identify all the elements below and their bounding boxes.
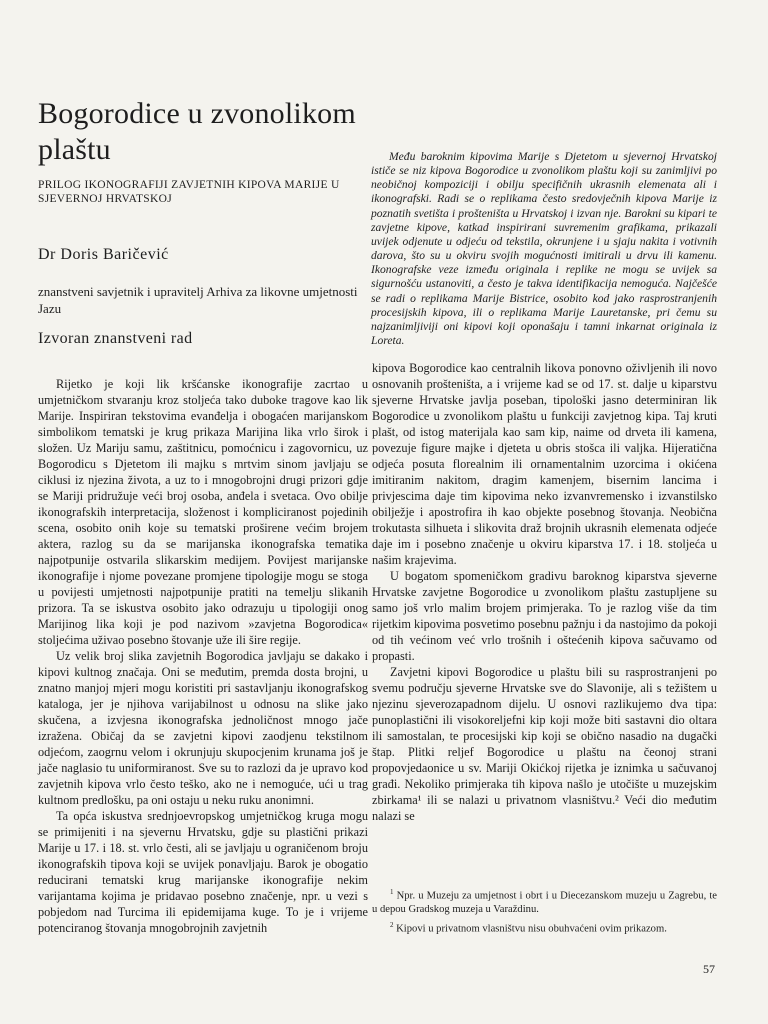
body-paragraph: Ta opća iskustva srednjoevropskog umjetničkog kruga mogu se primijeniti i na sjevernu Hrvatsku, gdje su plastični prikazi Marije u 17. i 18. st. vrlo česti, ali se javljaju u ograničenom broju ikonografskih tipova koji se uvijek ponavljaju. Barok je obogatio reducirani tematski krug marijanske ikonografije nekim varijantama kojima je pridavao posebno značenje, npr. u vezi s pobjedom nad Turcima ili epidemijama kuge. To je i vrijeme potenciranog štovanja mnogobrojnih zavjetnih — [38, 809, 368, 935]
footnote-mark: 1 — [390, 888, 394, 896]
abstract: Među baroknim kipovima Marije s Djetetom u sjevernoj Hrvatskoj ističe se niz kipova Bogorodice u zvonolikom plaštu koji su zanimljivi po neobičnoj kompoziciji i obilju specifičnih ukrasnih elemenata ali i ikonografski. Radi se o replikama često sredovječnih kipova Marije iz poznatih svetišta i prošteništa u Hrvatskoj i izvan nje. Barokni su kipari te zavjetne kipove, katkad inspirirani suvremenim grafikama, prikazali uvijek odjenute u odjeću od tekstila, okrunjene i u sjaju nakita i votivnih darova, što su u okviru svojih mogućnosti imitirali u drvu ili kamenu. Ikonografske veze između originala i replike ne mogu se uvijek sa sigurnošću ustanoviti, a često je takva identifikacija nemoguća. Najčešće se radi o replikama Marije Bistrice, osobito kod jako rasprostranjenih procesijskih kipova, ili o replikama Marije Lauretanske, pri čemu su najzanimljiviji oni kipovi koji oponašaju i tamni inkarnat originala iz Loreta. — [371, 150, 717, 348]
body-paragraph: Zavjetni kipovi Bogorodice u plaštu bili su rasprostranjeni po svemu području sjeverne Hrvatske sve do Slavonije, ali s težištem u njezinu sjeverozapadnom dijelu. U osnovi razlikujemo dva tipa: punoplastični ili visokoreljefni kip koji može biti sastavni dio oltara ili samostalan, te procesijski kip koji se obično nasadio na dugački štap. Plitki reljef Bogorodice u plaštu na čeonoj strani propovjedaonice u sv. Mariji Okićkoj rijetka je iznimka u sačuvanoj građi. Nekoliko primjeraka tih kipova našlo je utočište u muzejskim zbirkama¹ ili se nalazi u privatnom vlasništvu.² Veći dio međutim nalazi se — [372, 665, 717, 823]
footnotes — [372, 886, 717, 938]
article-subtitle: PRILOG IKONOGRAFIJI ZAVJETNIH KIPOVA MARIJE U SJEVERNOJ HRVATSKOJ — [38, 179, 340, 205]
body-column-left — [38, 376, 368, 936]
footnote-text: Npr. u Muzeju za umjetnost i obrt i u Diecezanskom muzeju u Zagrebu, te u depou Gradskog muzeja u Varaždinu. — [372, 890, 717, 916]
author-affiliation: znanstveni savjetnik i upravitelj Arhiva za likovne umjetnosti Jazu — [38, 284, 358, 316]
body-paragraph: Uz velik broj slika zavjetnih Bogorodica javljaju se dakako i kipovi kultnog značaja. Oni se međutim, premda dosta brojni, u znatno manjoj mjeri mogu koristiti pri sastavljanju ikonografskog kataloga, jer je njihova varijabilnost u odnosu na slike jako skučena, a izvjesna ikonografska jednoličnost mnogo jače izražena. Običaj da se zavjetni kipovi zaodjenu tekstilnom odjećom, zaogrnu velom i okrunjuju skupocjenim krunama još je jače naglasio tu uniformiranost. Sve su to razlozi da je upravo kod zavjetnih kipova vrlo često teško, ako ne i nemoguće, ući u trag kultnom predlošku, pa oni ostaju u neku ruku anonimni. — [38, 649, 368, 807]
footnote-mark: 2 — [390, 920, 394, 929]
footnote — [372, 919, 717, 936]
body-paragraph: kipova Bogorodice kao centralnih likova ponovno oživljenih ili novo osnovanih prošteništa, a i vrijeme kad se od 17. st. dalje u kiparstvu sjeverne Hrvatske javlja poseban, tipološki jasno determiniran lik Bogorodice u zvonolikom plaštu u funkciji zavjetnog kipa. Taj kruti plašt, od istog materijala kao sam kip, naime od drveta ili kamena, povezuje figure majke i djeteta u obris stošca ili valjka. Hijeratična odjeća posuta florealnim ili ornamentalnim uzorcima i okićena imitiranim nakitom, dragim kamenjem, bisernim lancima i privjescima daje tim kipovima neko izvanvremensko i izvanstilsko obilježje i apostrofira ih kao objekte posebnog štovanja. Neobična trokutasta silhueta i slikovita draž brojnih ukrasnih elemenata odjeće daje im i posebno značenje u okviru kiparstva 17. i 18. stoljeća u našim krajevima. — [372, 361, 717, 567]
footnote-text: Kipovi u privatnom vlasništvu nisu obuhvaćeni ovim prikazom. — [396, 923, 667, 935]
paper-type: Izvoran znanstveni rad — [38, 330, 193, 347]
body-paragraph: Rijetko je koji lik kršćanske ikonografije zacrtao u umjetničkom stvaranju kroz stoljeća tako duboke tragove kao lik Marije. Inspiriran tekstovima evanđelja i obogaćen marijanskom simbolikom tematski je krug prikaza Marijina lika vrlo širok i složen. Uz Mariju samu, zaštitnicu, pomoćnicu i zagovornicu, uz Bogorodicu s Djetetom ili majku s mrtvim sinom javljaju se ciklusi iz njezina života, a uz to i mnogobrojni drugi prizori gdje se Mariji pridružuje veći broj osoba, anđela i svetaca. Ovo obilje ikonografskih interpretacija, složenost i kompliciranost pojedinih scena, osobito onih koje su tematski proširene većim brojem aktera, razlog su da se marijanska ikonografska tematika najpotpunije ostvarila slikarskim medijem. Povijest marijanske ikonografije i njome povezane promjene tipologije mogu se stoga u povijesti umjetnosti najpotpunije pratiti na temelju slikanih prizora. Ta se iskustva osobito jako odrazuju u tipologiji onog Marijinog lika koji je pod nazivom »zavjetna Bogorodica« stoljećima uživao posebno štovanje uže ili šire regije. — [38, 377, 368, 647]
page-number: 57 — [703, 962, 715, 976]
body-column-right — [372, 360, 717, 824]
footnote — [372, 886, 717, 917]
article-title: Bogorodice u zvonolikom plaštu — [38, 97, 356, 166]
author-name: Dr Doris Baričević — [38, 246, 169, 263]
body-paragraph: U bogatom spomeničkom gradivu baroknog kiparstva sjeverne Hrvatske zavjetne Bogorodice u zvonolikom plaštu zastupljene su samo još vrlo malim brojem primjeraka. To je razlog više da tim rijetkim kipovima posvetimo posebnu pažnju i da nastojimo da pokoji od tih većinom već vrlo trošnih i oštećenih kipova sačuvamo od propasti. — [372, 569, 717, 663]
